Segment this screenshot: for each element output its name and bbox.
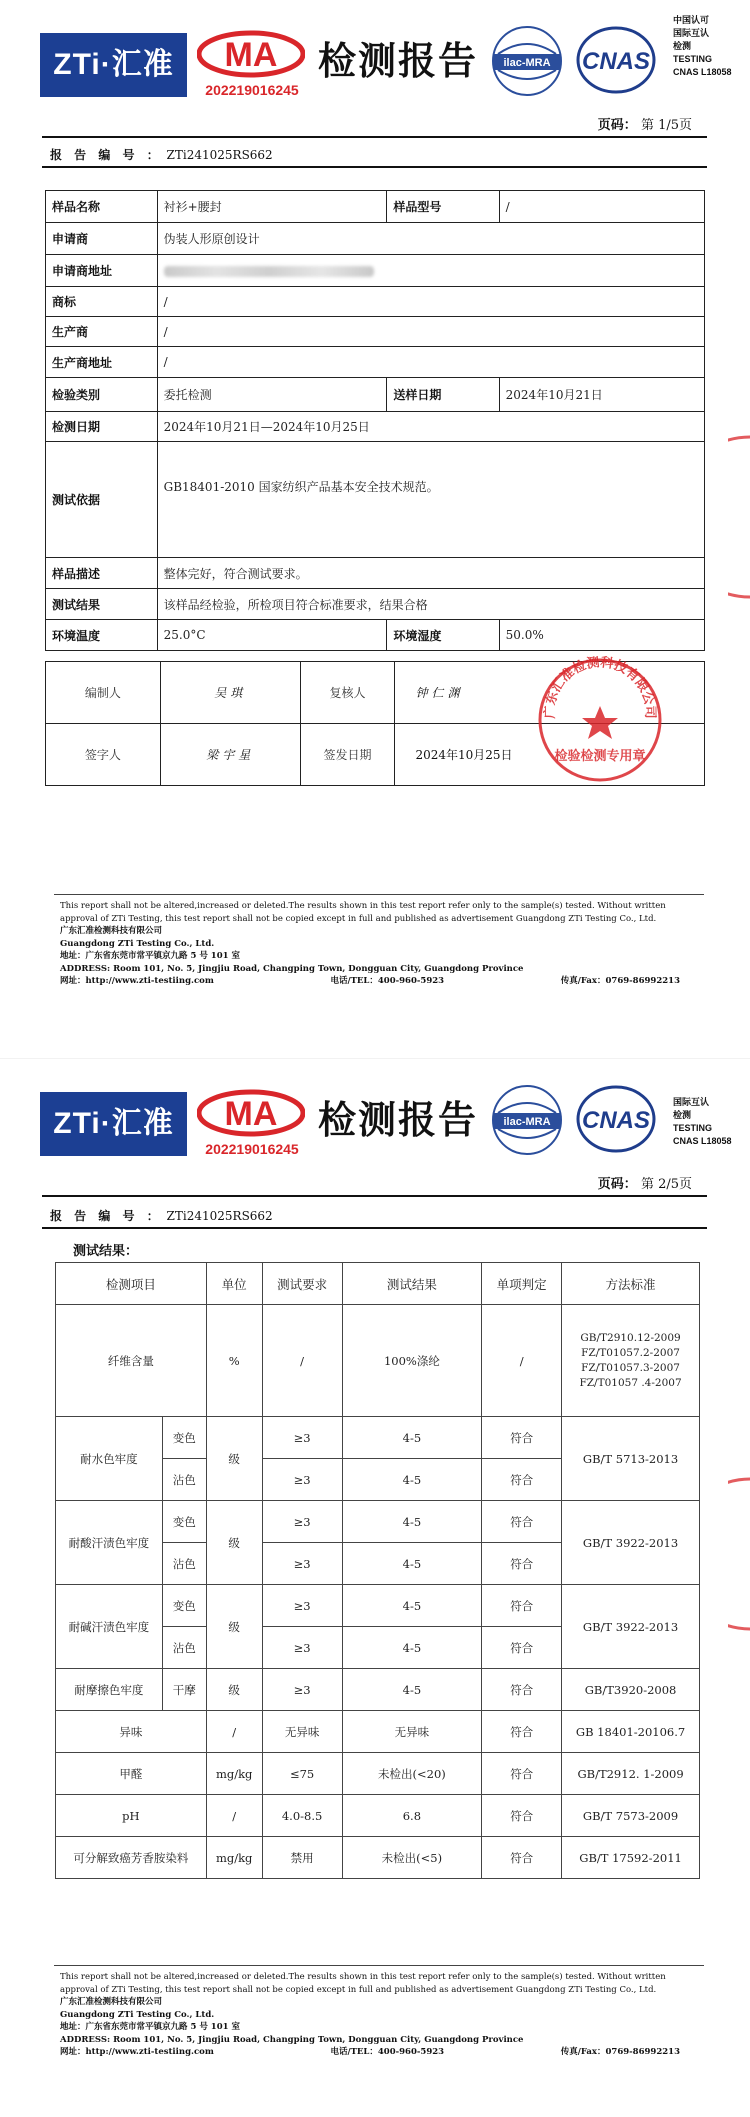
value: 该样品经检验，所检项目符合标准要求，结果合格 — [157, 589, 704, 620]
zti-logo: ZTi·汇准 — [40, 1092, 187, 1156]
ma-logo — [197, 30, 305, 78]
report-page-2 — [0, 1059, 750, 2117]
value: 伪装人形原创设计 — [157, 223, 704, 255]
value: 25.0°C — [157, 620, 387, 651]
label: 样品名称 — [46, 191, 158, 223]
label: 测试依据 — [46, 442, 158, 558]
value: 50.0% — [499, 620, 704, 651]
value: 2024年10月21日—2024年10月25日 — [157, 412, 704, 442]
table-row: 耐碱汗渍色牢度 变色 级 ≥3 4-5 符合 GB/T 3922-2013 — [56, 1585, 700, 1627]
cert-text: 国际互认 检测 TESTING CNAS L18058 — [673, 1097, 732, 1146]
sample-info-table — [45, 190, 705, 651]
table-row: 沾色 ≥3 4-5 符合 — [56, 1627, 700, 1669]
redacted-address — [157, 255, 704, 287]
label: 商标 — [46, 287, 158, 317]
table-row: 可分解致癌芳香胺染料 mg/kg 禁用 未检出(<5) 符合 GB/T 17592-2011 — [56, 1837, 700, 1879]
label: 生产商 — [46, 317, 158, 347]
svg-text:MA: MA — [224, 1095, 278, 1133]
value: 2024年10月21日 — [499, 378, 704, 412]
svg-text:ilac-MRA: ilac-MRA — [503, 1116, 551, 1128]
report-page-1 — [0, 0, 750, 1058]
svg-text:CNAS: CNAS — [581, 1107, 651, 1134]
divider — [42, 166, 707, 168]
header-row: 检测项目 单位 测试要求 测试结果 单项判定 方法标准 — [56, 1263, 700, 1305]
results-label: 测试结果： — [73, 1244, 139, 1259]
label: 测试结果 — [46, 589, 158, 620]
label: 编制人 — [46, 662, 161, 724]
cert-text: 中国认可 国际互认 检测 TESTING CNAS L18058 — [673, 15, 732, 77]
cnas-logo — [576, 25, 656, 95]
label: 签发日期 — [300, 724, 395, 786]
label: 检测日期 — [46, 412, 158, 442]
page-number: 页码： 第 1/5页 — [597, 118, 692, 133]
editor-signature: 吴琪 — [160, 662, 300, 724]
label: 申请商 — [46, 223, 158, 255]
svg-text:MA: MA — [224, 36, 278, 74]
value: 衬衫+腰封 — [157, 191, 387, 223]
divider — [42, 1195, 707, 1197]
divider — [42, 1227, 707, 1229]
value: 整体完好，符合测试要求。 — [157, 558, 704, 589]
value: / — [157, 347, 704, 378]
label: 检验类别 — [46, 378, 158, 412]
label: 生产商地址 — [46, 347, 158, 378]
table-row: 耐水色牢度 变色 级 ≥3 4-5 符合 GB/T 5713-2013 — [56, 1417, 700, 1459]
reviewer-signature: 钟仁渊 — [395, 662, 705, 724]
table-row: 异味 / 无异味 无异味 符合 GB 18401-20106.7 — [56, 1711, 700, 1753]
table-row: 纤维含量 % / 100%涤纶 / GB/T2910.12-2009 FZ/T01057.2-2007 FZ/T01057.3-2007 FZ/T01057 .4-2007 — [56, 1305, 700, 1417]
test-results-table — [55, 1262, 700, 1879]
label: 签字人 — [46, 724, 161, 786]
table-row: 耐酸汗渍色牢度 变色 级 ≥3 4-5 符合 GB/T 3922-2013 — [56, 1501, 700, 1543]
value: / — [157, 317, 704, 347]
report-number: 报 告 编 号 ： ZTi241025RS662 — [50, 148, 273, 162]
zti-logo: ZTi·汇准 — [40, 33, 187, 97]
page-number: 页码： 第 2/5页 — [597, 1177, 692, 1192]
report-title: 检测报告 — [318, 39, 479, 83]
footer: This report shall not be altered,increased or deleted.The results shown in this test report refer only to the sample(s) tested. Without written approval of ZTi Testing, this test report shall not be copied except in full and published as advertisement Guangdong ZTi Testing Co., Ltd. 广东汇准检测科技有限公司 Guangdong ZTi Testing Co., Ltd. 地址：广东省东莞市常平镇京九路 5 号 101 室 ADDRESS: Room 101, No. 5, Jingjiu Road, Changping Town, Dongguan City, Guangdong Province 网址：http://www.zti-testiing.com 电话/TEL：400-960-5923 传真/Fax：0769-86992213 — [60, 900, 680, 988]
ma-number: 202219016245 — [205, 82, 299, 98]
report-number: 报 告 编 号 ： ZTi241025RS662 — [50, 1209, 273, 1223]
label: 样品描述 — [46, 558, 158, 589]
value: / — [499, 191, 704, 223]
label: 复核人 — [300, 662, 395, 724]
seam-stamp — [728, 1474, 750, 1634]
value: / — [157, 287, 704, 317]
label: 环境湿度 — [387, 620, 499, 651]
table-row: 耐摩擦色牢度 干摩 级 ≥3 4-5 符合 GB/T3920-2008 — [56, 1669, 700, 1711]
svg-text:检验检测专用章: 检验检测专用章 — [554, 749, 646, 764]
ma-number: 202219016245 — [205, 1141, 299, 1157]
divider — [42, 136, 707, 138]
ilac-mra-logo — [490, 1083, 564, 1157]
table-row: 甲醛 mg/kg ≤75 未检出(<20) 符合 GB/T2912. 1-2009 — [56, 1753, 700, 1795]
label: 申请商地址 — [46, 255, 158, 287]
label: 样品型号 — [387, 191, 499, 223]
label: 送样日期 — [387, 378, 499, 412]
ilac-mra-logo — [490, 24, 564, 98]
label: 环境温度 — [46, 620, 158, 651]
footer: This report shall not be altered,increased or deleted.The results shown in this test report refer only to the sample(s) tested. Without written approval of ZTi Testing, this test report shall not be copied except in full and published as advertisement Guangdong ZTi Testing Co., Ltd. 广东汇准检测科技有限公司 Guangdong ZTi Testing Co., Ltd. 地址：广东省东莞市常平镇京九路 5 号 101 室 ADDRESS: Room 101, No. 5, Jingjiu Road, Changping Town, Dongguan City, Guangdong Province 网址：http://www.zti-testiing.com 电话/TEL：400-960-5923 传真/Fax：0769-86992213 — [60, 1971, 680, 2059]
issue-date: 2024年10月25日 — [395, 724, 705, 786]
svg-text:广东汇准检测科技有限公司: 广东汇准检测科技有限公司 — [542, 656, 658, 719]
table-row: 沾色 ≥3 4-5 符合 — [56, 1459, 700, 1501]
official-stamp — [536, 656, 664, 784]
value: 委托检测 — [157, 378, 387, 412]
svg-text:CNAS: CNAS — [581, 48, 651, 75]
table-row: pH / 4.0-8.5 6.8 符合 GB/T 7573-2009 — [56, 1795, 700, 1837]
seam-stamp — [728, 432, 750, 602]
svg-text:ilac-MRA: ilac-MRA — [503, 57, 551, 69]
table-row: 沾色 ≥3 4-5 符合 — [56, 1543, 700, 1585]
signer-signature: 梁宇星 — [160, 724, 300, 786]
value: GB18401-2010 国家纺织产品基本安全技术规范。 — [157, 442, 704, 558]
ma-logo — [197, 1089, 305, 1137]
cnas-logo — [576, 1084, 656, 1154]
report-title: 检测报告 — [318, 1098, 479, 1142]
